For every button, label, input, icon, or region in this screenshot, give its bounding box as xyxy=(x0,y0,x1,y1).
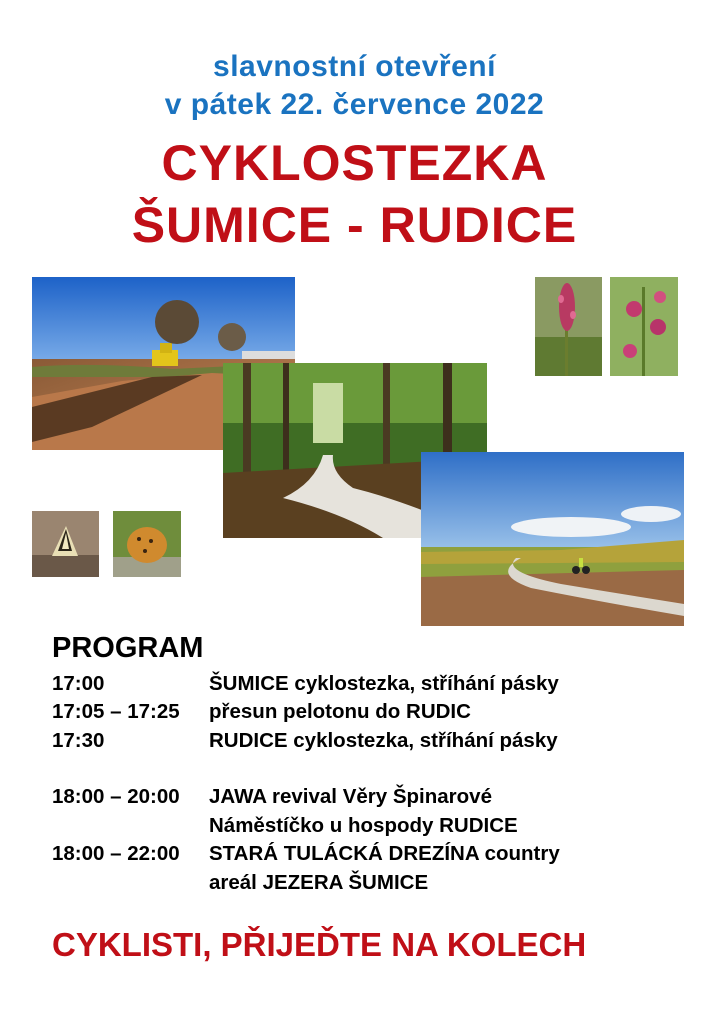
event-title: CYKLOSTEZKA xyxy=(161,135,548,191)
program-description: přesun pelotonu do RUDIC xyxy=(209,700,471,723)
program-location: Náměstíčko u hospody RUDICE xyxy=(209,814,518,837)
program-description: STARÁ TULÁCKÁ DREZÍNA country xyxy=(209,842,560,865)
flower-photo-1 xyxy=(535,277,602,376)
program-description: JAWA revival Věry Špinarové xyxy=(209,785,492,808)
program-time: 17:00 xyxy=(52,672,105,695)
closing-slogan: CYKLISTI, PŘIJEĎTE NA KOLECH xyxy=(52,926,587,963)
event-subtitle: slavnostní otevření xyxy=(213,50,496,83)
program-heading: PROGRAM xyxy=(52,632,204,664)
butterfly-photo-1 xyxy=(32,511,99,577)
program-location: areál JEZERA ŠUMICE xyxy=(209,871,429,894)
event-date: v pátek 22. července 2022 xyxy=(164,88,545,121)
program-time: 18:00 – 20:00 xyxy=(52,785,180,808)
program-time: 18:00 – 22:00 xyxy=(52,842,180,865)
butterfly-photo-2 xyxy=(113,511,181,577)
event-route: ŠUMICE - RUDICE xyxy=(131,197,578,253)
program-time: 17:30 xyxy=(52,729,105,752)
program-description: ŠUMICE cyklostezka, stříhání pásky xyxy=(209,672,559,695)
program-description: RUDICE cyklostezka, stříhání pásky xyxy=(209,729,558,752)
program-time: 17:05 – 17:25 xyxy=(52,700,180,723)
flower-photo-2 xyxy=(610,277,678,376)
field-path-cyclist-photo xyxy=(421,452,684,626)
